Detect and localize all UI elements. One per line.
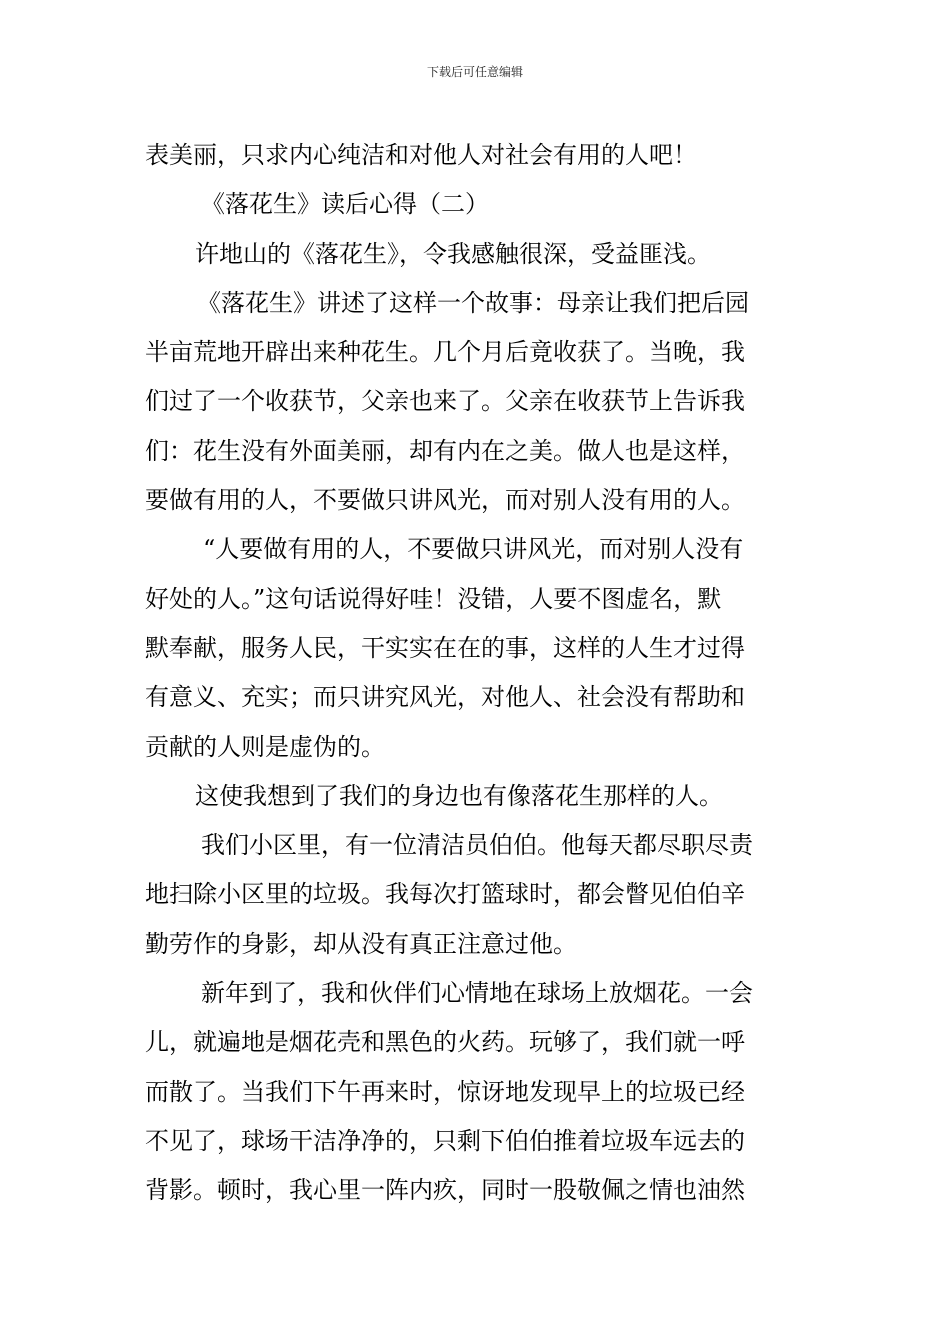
text-line: 《落花生》读后心得（二） <box>201 190 489 219</box>
text-line: 而散了。当我们下午再来时，惊讶地发现早上的垃圾已经 <box>145 1077 745 1106</box>
text-line: 有意义、充实；而只讲究风光，对他人、社会没有帮助和 <box>145 683 745 712</box>
text-line: 们：花生没有外面美丽，却有内在之美。做人也是这样， <box>145 436 745 465</box>
page-header-note: 下载后可任意编辑 <box>426 65 523 79</box>
text-line: 我们小区里，有一位清洁员伯伯。他每天都尽职尽责 <box>201 831 753 860</box>
text-line: 地扫除小区里的垃圾。我每次打篮球时，都会瞥见伯伯辛 <box>145 880 745 909</box>
text-line: 要做有用的人，不要做只讲风光，而对别人没有用的人。 <box>145 486 745 515</box>
text-line: 新年到了，我和伙伴们心情地在球场上放烟花。一会 <box>201 979 753 1008</box>
text-line: 这使我想到了我们的身边也有像落花生那样的人。 <box>195 781 723 810</box>
text-line: 半亩荒地开辟出来种花生。几个月后竟收获了。当晚，我 <box>145 338 745 367</box>
text-line: “人要做有用的人，不要做只讲风光，而对别人没有 <box>203 535 744 564</box>
text-line: 们过了一个收获节，父亲也来了。父亲在收获节上告诉我 <box>145 387 745 416</box>
text-line: 儿，就遍地是烟花壳和黑色的火药。玩够了，我们就一呼 <box>145 1028 745 1057</box>
text-line: 默奉献，服务人民，干实实在在的事，这样的人生才过得 <box>145 633 745 662</box>
text-line: 背影。顿时，我心里一阵内疚，同时一股敬佩之情也油然 <box>145 1176 745 1205</box>
text-line: 不见了，球场干洁净净的，只剩下伯伯推着垃圾车远去的 <box>145 1126 745 1155</box>
text-line: 《落花生》讲述了这样一个故事：母亲让我们把后园 <box>197 288 749 317</box>
text-line: 贡献的人则是虚伪的。 <box>145 732 385 761</box>
text-line: 许地山的《落花生》，令我感触很深，受益匪浅。 <box>195 239 711 268</box>
text-line: 好处的人。”这句话说得好哇！没错，人要不图虚名，默 <box>145 584 722 613</box>
text-line: 表美丽，只求内心纯洁和对他人对社会有用的人吧！ <box>145 141 697 169</box>
document-body <box>145 131 810 1216</box>
text-line: 勤劳作的身影，却从没有真正注意过他。 <box>145 929 577 958</box>
